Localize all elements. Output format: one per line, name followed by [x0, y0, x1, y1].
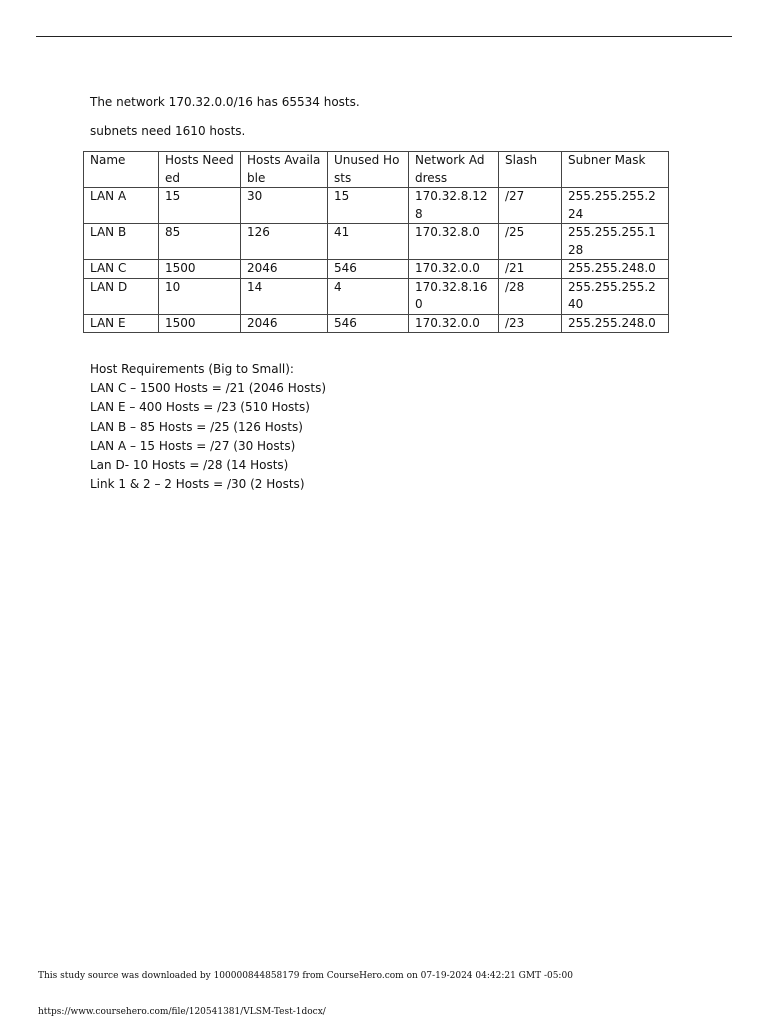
- cell-hosts-available: 2046: [241, 260, 328, 279]
- requirement-item: Lan D- 10 Hosts = /28 (14 Hosts): [90, 458, 289, 473]
- cell-name: LAN A: [84, 188, 159, 224]
- cell-subnet-mask: 255.255.248.0: [562, 260, 669, 279]
- table-row: [84, 188, 669, 224]
- cell-name: LAN D: [84, 278, 159, 314]
- cell-slash: /23: [499, 314, 562, 333]
- cell-unused-hosts: 41: [328, 224, 409, 260]
- header-hosts-available: Hosts Available: [241, 152, 328, 188]
- header-hosts-needed: Hosts Needed: [159, 152, 241, 188]
- header-slash: Slash: [499, 152, 562, 188]
- cell-network-address: 170.32.0.0: [409, 314, 499, 333]
- requirement-item: LAN E – 400 Hosts = /23 (510 Hosts): [90, 400, 310, 415]
- cell-subnet-mask: 255.255.248.0: [562, 314, 669, 333]
- requirement-item: LAN A – 15 Hosts = /27 (30 Hosts): [90, 438, 296, 453]
- requirement-item: LAN C – 1500 Hosts = /21 (2046 Hosts): [90, 381, 326, 396]
- cell-slash: /27: [499, 188, 562, 224]
- cell-network-address: 170.32.8.160: [409, 278, 499, 314]
- header-unused-hosts: Unused Hosts: [328, 152, 409, 188]
- cell-hosts-available: 14: [241, 278, 328, 314]
- subnet-table: [83, 151, 669, 333]
- cell-name: LAN B: [84, 224, 159, 260]
- cell-hosts-available: 126: [241, 224, 328, 260]
- cell-subnet-mask: 255.255.255.128: [562, 224, 669, 260]
- cell-subnet-mask: 255.255.255.240: [562, 278, 669, 314]
- requirement-item: Link 1 & 2 – 2 Hosts = /30 (2 Hosts): [90, 477, 305, 492]
- table-header-row: [84, 152, 669, 188]
- header-subnet-mask: Subner Mask: [562, 152, 669, 188]
- cell-network-address: 170.32.0.0: [409, 260, 499, 279]
- cell-hosts-needed: 1500: [159, 260, 241, 279]
- cell-subnet-mask: 255.255.255.224: [562, 188, 669, 224]
- table-row: [84, 224, 669, 260]
- cell-unused-hosts: 546: [328, 314, 409, 333]
- cell-unused-hosts: 4: [328, 278, 409, 314]
- cell-hosts-needed: 85: [159, 224, 241, 260]
- cell-slash: /25: [499, 224, 562, 260]
- header-network-address: Network Address: [409, 152, 499, 188]
- table-row: [84, 278, 669, 314]
- header-name: Name: [84, 152, 159, 188]
- source-url: https://www.coursehero.com/file/120541381/VLSM-Test-1docx/: [38, 1007, 326, 1017]
- requirement-item: LAN B – 85 Hosts = /25 (126 Hosts): [90, 419, 303, 434]
- cell-hosts-available: 2046: [241, 314, 328, 333]
- cell-slash: /28: [499, 278, 562, 314]
- cell-network-address: 170.32.8.0: [409, 224, 499, 260]
- cell-hosts-available: 30: [241, 188, 328, 224]
- cell-unused-hosts: 546: [328, 260, 409, 279]
- host-requirements: [90, 360, 326, 494]
- table-row: [84, 314, 669, 333]
- subnet-summary: subnets need 1610 hosts.: [90, 124, 246, 138]
- cell-name: LAN C: [84, 260, 159, 279]
- cell-network-address: 170.32.8.128: [409, 188, 499, 224]
- cell-name: LAN E: [84, 314, 159, 333]
- cell-unused-hosts: 15: [328, 188, 409, 224]
- cell-hosts-needed: 1500: [159, 314, 241, 333]
- cell-hosts-needed: 15: [159, 188, 241, 224]
- table-row: [84, 260, 669, 279]
- network-summary: The network 170.32.0.0/16 has 65534 hosts.: [90, 95, 360, 109]
- cell-hosts-needed: 10: [159, 278, 241, 314]
- download-notice: This study source was downloaded by 100000844858179 from CourseHero.com on 07-19-2024 04:42:21 GMT -05:00: [38, 971, 573, 981]
- header-rule: [36, 36, 732, 37]
- requirements-heading: Host Requirements (Big to Small):: [90, 362, 294, 376]
- cell-slash: /21: [499, 260, 562, 279]
